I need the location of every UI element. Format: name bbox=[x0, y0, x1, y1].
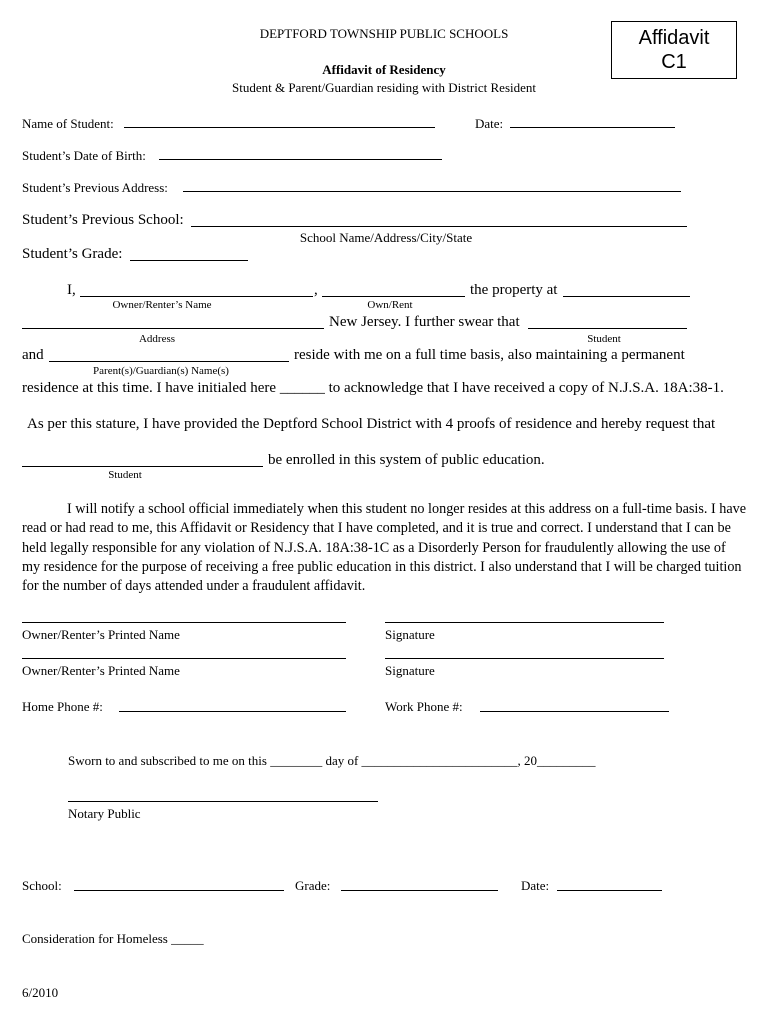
homeless-label: Consideration for Homeless _____ bbox=[22, 931, 204, 946]
proofs-text: As per this stature, I have provided the Deptford School District with 4 proofs of residence and hereby request that bbox=[27, 416, 716, 432]
form-title: Affidavit of Residency bbox=[322, 62, 446, 77]
form-subtitle: Student & Parent/Guardian residing with District Resident bbox=[231, 80, 537, 95]
property-field[interactable] bbox=[563, 296, 690, 297]
dob-field[interactable] bbox=[159, 159, 442, 160]
enroll-student-field[interactable] bbox=[22, 466, 263, 467]
revision-date: 6/2010 bbox=[22, 985, 59, 1000]
owner-name-field[interactable] bbox=[80, 296, 313, 297]
printed-name-1-field[interactable] bbox=[22, 622, 346, 623]
previous-address-label: Student’s Previous Address: bbox=[22, 180, 168, 195]
reside-text: reside with me on a full time basis, also maintaining a permanent bbox=[294, 347, 685, 363]
printed-name-2-label: Owner/Renter’s Printed Name bbox=[22, 663, 180, 678]
home-phone-label: Home Phone #: bbox=[22, 699, 103, 714]
own-rent-field[interactable] bbox=[322, 296, 465, 297]
owner-name-caption: Owner/Renter’s Name bbox=[112, 299, 212, 311]
student-caption: Student bbox=[587, 333, 621, 345]
previous-address-field[interactable] bbox=[183, 191, 681, 192]
home-phone-field[interactable] bbox=[119, 711, 346, 712]
office-date-label: Date: bbox=[521, 878, 550, 893]
office-grade-label: Grade: bbox=[295, 878, 331, 893]
signature-1-label: Signature bbox=[385, 627, 435, 642]
student-name-label: Name of Student: bbox=[22, 116, 114, 131]
property-at-text: the property at bbox=[470, 282, 558, 298]
previous-school-caption: School Name/Address/City/State bbox=[299, 230, 473, 245]
office-grade-field[interactable] bbox=[341, 890, 498, 891]
date-label: Date: bbox=[475, 116, 504, 131]
notary-public-label: Notary Public bbox=[68, 806, 141, 821]
notary-signature-field[interactable] bbox=[68, 801, 378, 802]
grade-field[interactable] bbox=[130, 260, 248, 261]
student-name-field[interactable] bbox=[124, 127, 435, 128]
previous-school-field[interactable] bbox=[191, 226, 687, 227]
signature-2-field[interactable] bbox=[385, 658, 664, 659]
student-swear-field[interactable] bbox=[528, 328, 687, 329]
grade-label: Student’s Grade: bbox=[22, 246, 123, 262]
address-field[interactable] bbox=[22, 328, 324, 329]
school-district-name: DEPTFORD TOWNSHIP PUBLIC SCHOOLS bbox=[259, 26, 509, 41]
work-phone-label: Work Phone #: bbox=[385, 699, 463, 714]
parents-caption: Parent(s)/Guardian(s) Name(s) bbox=[93, 365, 229, 377]
sworn-text: Sworn to and subscribed to me on this ________ day of ________________________, 20_________ bbox=[68, 753, 596, 768]
printed-name-1-label: Owner/Renter’s Printed Name bbox=[22, 627, 180, 642]
date-field[interactable] bbox=[510, 127, 675, 128]
badge-line-1: Affidavit bbox=[638, 27, 710, 49]
enroll-student-caption: Student bbox=[108, 469, 142, 481]
parents-field[interactable] bbox=[49, 361, 289, 362]
office-date-field[interactable] bbox=[557, 890, 662, 891]
badge-line-2: C1 bbox=[661, 51, 687, 73]
residence-text: residence at this time. I have initialed here ______ to acknowledge that I have received a copy of N.J.S.A. 18A:38-1. bbox=[22, 380, 724, 396]
previous-school-label: Student’s Previous School: bbox=[22, 212, 184, 228]
signature-2-label: Signature bbox=[385, 663, 435, 678]
dob-label: Student’s Date of Birth: bbox=[22, 148, 146, 163]
office-school-label: School: bbox=[22, 878, 62, 893]
address-caption: Address bbox=[138, 333, 176, 345]
notice-paragraph: I will notify a school official immediately when this student no longer resides at this address on a full-time basis. I have read or had read to me, this Affidavit or Residency that I have completed, and it is true and correct. I understand that I can be held legally responsible for any violation of N.J.S.A. 18A:38-1C as a Disorderly Person for fraudulently allowing the use of my residence for the purpose of receiving a free public education in this district. I also understand that I will be charged tuition for the number of days attended under a fraudulent affidavit. bbox=[22, 501, 747, 595]
signature-1-field[interactable] bbox=[385, 622, 664, 623]
office-school-field[interactable] bbox=[74, 890, 284, 891]
affidavit-badge bbox=[611, 21, 737, 79]
i-label: I, bbox=[67, 282, 76, 298]
printed-name-2-field[interactable] bbox=[22, 658, 346, 659]
new-jersey-text: New Jersey. I further swear that bbox=[329, 314, 520, 330]
and-label: and bbox=[22, 347, 44, 363]
own-rent-caption: Own/Rent bbox=[367, 299, 413, 311]
comma: , bbox=[314, 282, 318, 298]
work-phone-field[interactable] bbox=[480, 711, 669, 712]
enrolled-text: be enrolled in this system of public education. bbox=[268, 452, 545, 468]
